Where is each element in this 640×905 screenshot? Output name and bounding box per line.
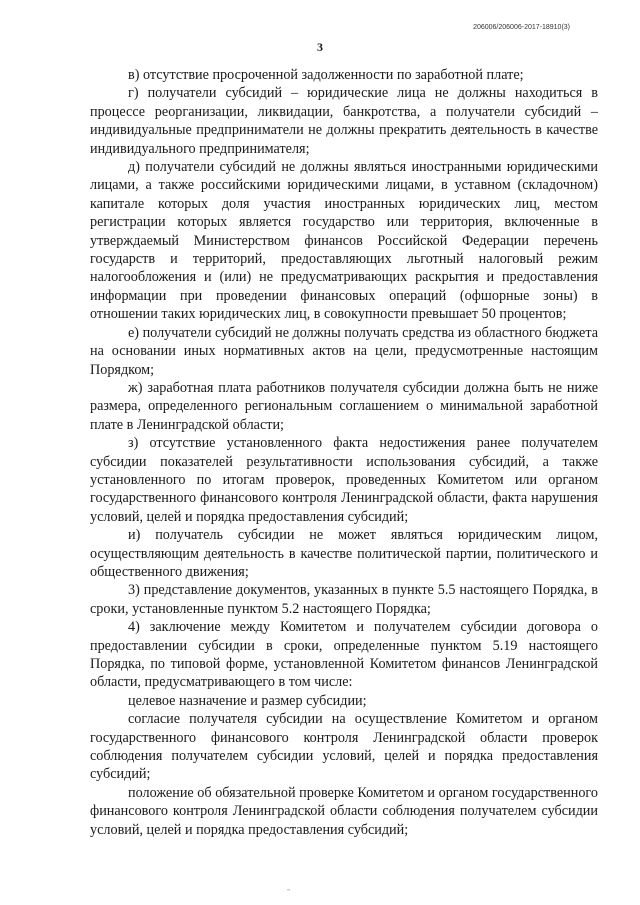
paragraph-i: и) получатель субсидии не может являться юридическим лицом, осуществляющим деятельность в качестве политической партии, политического и общественного движения; [90,527,598,580]
document-body [90,66,598,839]
paragraph-provision: положение об обязательной проверке Комитетом и органом государственного финансового контроля Ленинградской области соблюдения получателем субсидии условий, целей и порядка предоставления субсидий; [90,784,598,838]
paragraph-v: в) отсутствие просроченной задолженности по заработной плате; [128,67,524,83]
document-id: 206006/206006-2017-18910(3) [473,24,570,31]
paragraph-purpose: целевое назначение и размер субсидии; [128,692,367,709]
page-number: 3 [317,40,323,54]
paragraph-d: д) получатели субсидий не должны являться иностранными юридическими лицами, а также российскими юридическими лицами, в уставном (складочном) капитале которых доля участия иностранных юридических лиц, местом регистрации которых является государство или территория, включенные в утверждаемый Министерством финансов Российской Федерации перечень государств и территорий, предоставляющих льготный налоговый режим налогообложения и (или) не предусматривающих раскрытия и предоставления информации при проведении финансовых операций (офшорные зоны) в отношении таких юридических лиц, в совокупности превышает 50 процентов; [90,159,598,323]
paragraph-consent: согласие получателя субсидии на осуществление Комитетом и органом государственного финансового контроля Ленинградской области проверок соблюдения получателем субсидии условий, целей и порядка предоставления субсидий; [90,711,598,783]
paragraph-z: з) отсутствие установленного факта недостижения ранее получателем субсидии показателей результативности использования субсидий, а также установленного по итогам проверок, проведенных Комитетом или органом государственного финансового контроля Ленинградской области, факта нарушения условий, целей и порядка предоставления субсидий; [90,435,598,525]
paragraph-item-4: 4) заключение между Комитетом и получателем субсидии договора о предоставлении субсидии в сроки, определенные пунктом 5.19 настоящего Порядка, по типовой форме, установленной Комитетом финансов Ленинградской области, предусматривающего в том числе: [90,619,598,691]
paragraph-item-3: 3) представление документов, указанных в пункте 5.5 настоящего Порядка, в сроки, установленные пунктом 5.2 настоящего Порядка; [90,582,598,617]
paragraph-e: е) получатели субсидий не должны получать средства из областного бюджета на основании иных нормативных актов на цели, предусмотренные настоящим Порядком; [90,324,599,378]
paragraph-zh: ж) заработная плата работников получателя субсидии должна быть не ниже размера, определенного региональным соглашением о минимальной заработной плате в Ленинградской области; [90,379,598,433]
scan-mark: ~ [287,888,291,894]
paragraph-g: г) получатели субсидий – юридические лица не должны находиться в процессе реорганизации, ликвидации, банкротства, а получатели субсидий – индивидуальные предприниматели не должны прекратить деятельность в качестве индивидуального предпринимателя; [90,85,598,157]
